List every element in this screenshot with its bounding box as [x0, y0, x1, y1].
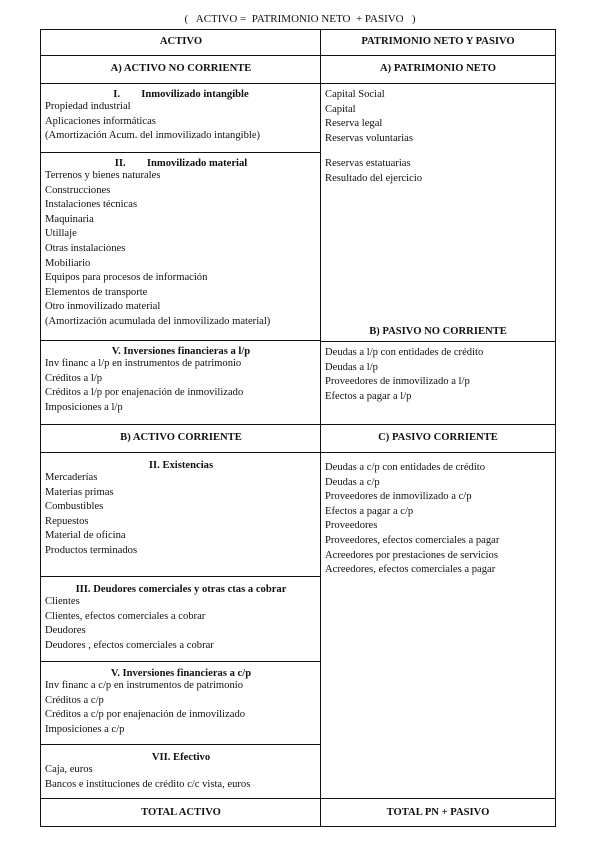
- list-item: Deudas a l/p: [325, 361, 378, 373]
- list-item: Reservas estatuarias: [325, 158, 411, 170]
- section-title: V. Inversiones financieras a l/p: [111, 346, 251, 357]
- list-item: Productos terminados: [45, 544, 138, 556]
- inmovilizado-intangible-section: [41, 84, 321, 153]
- list-item: Deudas a l/p con entidades de crédito: [325, 347, 484, 358]
- list-item: Inv financ a c/p en instrumentos de patrimonio: [45, 680, 243, 691]
- list-item: Mobiliario: [45, 257, 91, 269]
- list-item: Capital Social: [325, 89, 385, 100]
- section-title: III. Deudores comerciales y otras ctas a cobrar: [75, 584, 287, 595]
- list-item: Caja, euros: [45, 764, 93, 775]
- list-item: Imposiciones a l/p: [45, 401, 123, 413]
- pasivo-no-corriente-section: [321, 341, 555, 424]
- list-item: Acreedores, efectos comerciales a pagar: [325, 564, 496, 576]
- deudores-section: [41, 577, 321, 662]
- list-item: Acreedores por prestaciones de servicios: [325, 549, 498, 561]
- activo-no-corriente-title: A) ACTIVO NO CORRIENTE: [41, 56, 321, 84]
- list-item: Proveedores de inmovilizado a l/p: [325, 376, 470, 388]
- pasivo-corriente-title: C) PASIVO CORRIENTE: [321, 424, 555, 453]
- list-item: Efectos a pagar a l/p: [325, 390, 412, 402]
- list-item: Utillaje: [45, 228, 77, 240]
- list-item: Elementos de transporte: [45, 286, 148, 298]
- list-item: Otras instalaciones: [45, 242, 126, 254]
- list-item: Combustibles: [45, 501, 104, 513]
- activo-column: [40, 29, 321, 827]
- list-item: Repuestos: [45, 515, 89, 527]
- section-title: I. Inmovilizado intangible: [113, 89, 249, 100]
- existencias-section: [41, 453, 321, 577]
- patrimonio-neto-title: A) PATRIMONIO NETO: [321, 56, 555, 84]
- list-item: Instalaciones técnicas: [45, 199, 138, 211]
- list-item: Otro inmovilizado material: [45, 301, 161, 313]
- list-item: Materias primas: [45, 486, 114, 498]
- list-item: Aplicaciones informáticas: [45, 115, 156, 127]
- list-item: Bancos e instituciones de crédito c/c vista, euros: [45, 778, 251, 790]
- list-item: Créditos a l/p por enajenación de inmovilizado: [45, 387, 244, 399]
- pn-pasivo-column: [320, 29, 556, 827]
- list-item: Deudas a c/p con entidades de crédito: [325, 462, 486, 473]
- pasivo-corriente-section: [321, 453, 555, 799]
- list-item: Construcciones: [45, 184, 111, 196]
- list-item: Capital: [325, 103, 356, 115]
- list-item: Deudas a c/p: [325, 476, 380, 488]
- total-pn-pasivo: TOTAL PN + PASIVO: [386, 807, 490, 818]
- section-title: VII. Efectivo: [151, 752, 211, 763]
- activo-corriente-title: B) ACTIVO CORRIENTE: [41, 424, 321, 453]
- activo-header: ACTIVO: [41, 30, 321, 56]
- inversiones-cp-section: [41, 662, 321, 745]
- efectivo-section: [41, 745, 321, 799]
- list-item: Clientes, efectos comerciales a cobrar: [45, 610, 206, 622]
- list-item: Créditos a l/p: [45, 372, 103, 384]
- list-item: Reservas voluntarias: [325, 132, 413, 144]
- list-item: Inv financ a l/p en instrumentos de patrimonio: [45, 358, 242, 369]
- section-title: II. Inmovilizado material: [114, 158, 248, 169]
- list-item: Propiedad industrial: [45, 101, 131, 112]
- list-item: Deudores: [45, 625, 86, 637]
- list-item: Equipos para procesos de información: [45, 272, 208, 284]
- list-item: (Amortización Acum. del inmovilizado intangible): [45, 130, 261, 142]
- pasivo-no-corriente-title: B) PASIVO NO CORRIENTE: [369, 326, 507, 337]
- patrimonio-neto-section: [321, 84, 555, 341]
- balance-equation: ( ACTIVO = PATRIMONIO NETO + PASIVO ): [184, 13, 416, 25]
- section-title: V. Inversiones financieras a c/p: [110, 668, 252, 679]
- list-item: Créditos a c/p: [45, 694, 104, 706]
- section-title: II. Existencias: [148, 460, 214, 471]
- list-item: Proveedores, efectos comerciales a pagar: [325, 534, 500, 546]
- list-item: Terrenos y bienes naturales: [45, 170, 161, 181]
- list-item: (Amortización acumulada del inmovilizado material): [45, 315, 271, 327]
- pn-pasivo-header: PATRIMONIO NETO Y PASIVO: [321, 30, 555, 56]
- list-item: Maquinaria: [45, 213, 94, 225]
- list-item: Efectos a pagar a c/p: [325, 505, 414, 517]
- inmovilizado-material-section: [41, 153, 321, 341]
- list-item: Deudores , efectos comerciales a cobrar: [45, 639, 214, 651]
- list-item: Clientes: [45, 596, 80, 607]
- list-item: Resultado del ejercicio: [325, 172, 423, 184]
- list-item: Proveedores: [325, 520, 378, 532]
- total-activo: TOTAL ACTIVO: [141, 807, 221, 818]
- list-item: Material de oficina: [45, 530, 126, 542]
- list-item: Créditos a c/p por enajenación de inmovilizado: [45, 709, 246, 721]
- list-item: Mercaderías: [45, 472, 98, 483]
- list-item: Imposiciones a c/p: [45, 723, 125, 735]
- list-item: Reserva legal: [325, 118, 383, 130]
- list-item: Proveedores de inmovilizado a c/p: [325, 491, 472, 503]
- inversiones-lp-section: [41, 341, 321, 424]
